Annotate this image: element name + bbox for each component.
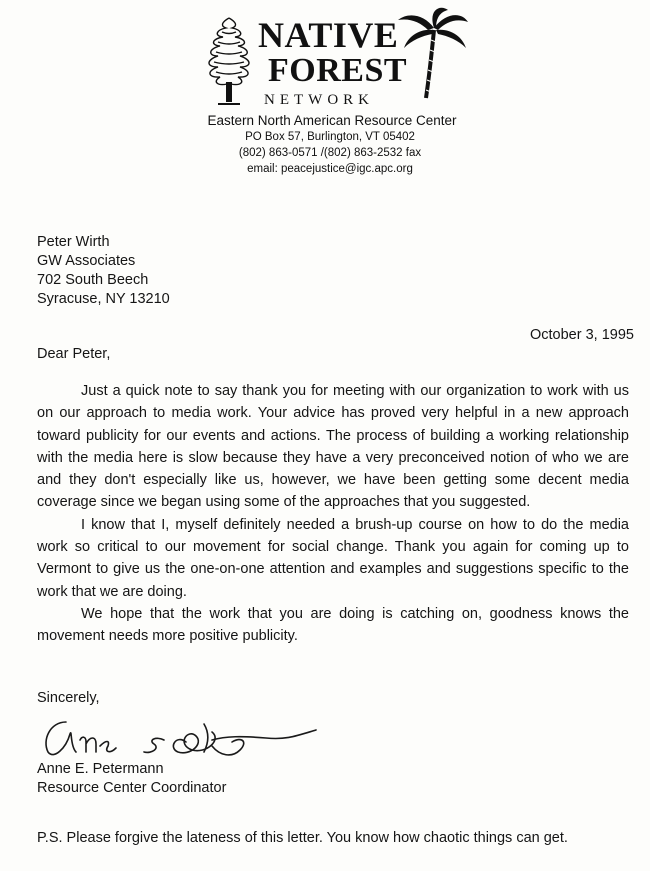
- recipient-street: 702 South Beech: [37, 272, 149, 288]
- salutation: Dear Peter,: [37, 346, 111, 362]
- letter-body: [37, 380, 629, 648]
- letterhead-po-box: PO Box 57, Burlington, VT 05402: [245, 131, 415, 143]
- org-name-forest: FOREST: [268, 52, 408, 89]
- letter-date: October 3, 1995: [530, 327, 634, 343]
- closing: Sincerely,: [37, 690, 100, 706]
- tree-logo-icon: [196, 12, 262, 108]
- recipient-city: Syracuse, NY 13210: [37, 291, 170, 307]
- letterhead-email: email: peacejustice@igc.apc.org: [247, 163, 413, 175]
- org-name-network: NETWORK: [264, 92, 374, 108]
- letterhead-center: Eastern North American Resource Center: [207, 113, 457, 128]
- handwritten-signature: [36, 700, 336, 766]
- signer-title: Resource Center Coordinator: [37, 780, 227, 796]
- body-paragraph: I know that I, myself definitely needed a brush-up course on how to do the media work so critical to our movement for social change. Thank you again for coming up to Vermont to give us the one-on-one attention and examples and suggestions specific to the work that we are doing.: [37, 516, 629, 600]
- letterhead-phone: (802) 863-0571 /(802) 863-2532 fax: [238, 147, 422, 159]
- signer-block: [37, 760, 226, 798]
- body-paragraph: Just a quick note to say thank you for meeting with our organization to work with us on our approach to media work. Your advice has proved very helpful in a new approach toward publicity for our events and actions. The process of building a working relationship with the media here is slow because they have a very preconceived notion of who we are and they don't especially like us, however, we have been getting some decent media coverage since we began using some of the approaches that you suggested.: [37, 383, 629, 511]
- recipient-address: [37, 233, 170, 309]
- org-name-native: NATIVE: [258, 15, 399, 55]
- recipient-company: GW Associates: [37, 253, 136, 269]
- postscript: P.S. Please forgive the lateness of this letter. You know how chaotic things can get.: [37, 830, 568, 846]
- signer-name: Anne E. Petermann: [37, 761, 164, 777]
- body-paragraph: We hope that the work that you are doing is catching on, goodness knows the movement needs more positive publicity.: [37, 605, 629, 645]
- recipient-name: Peter Wirth: [37, 234, 110, 250]
